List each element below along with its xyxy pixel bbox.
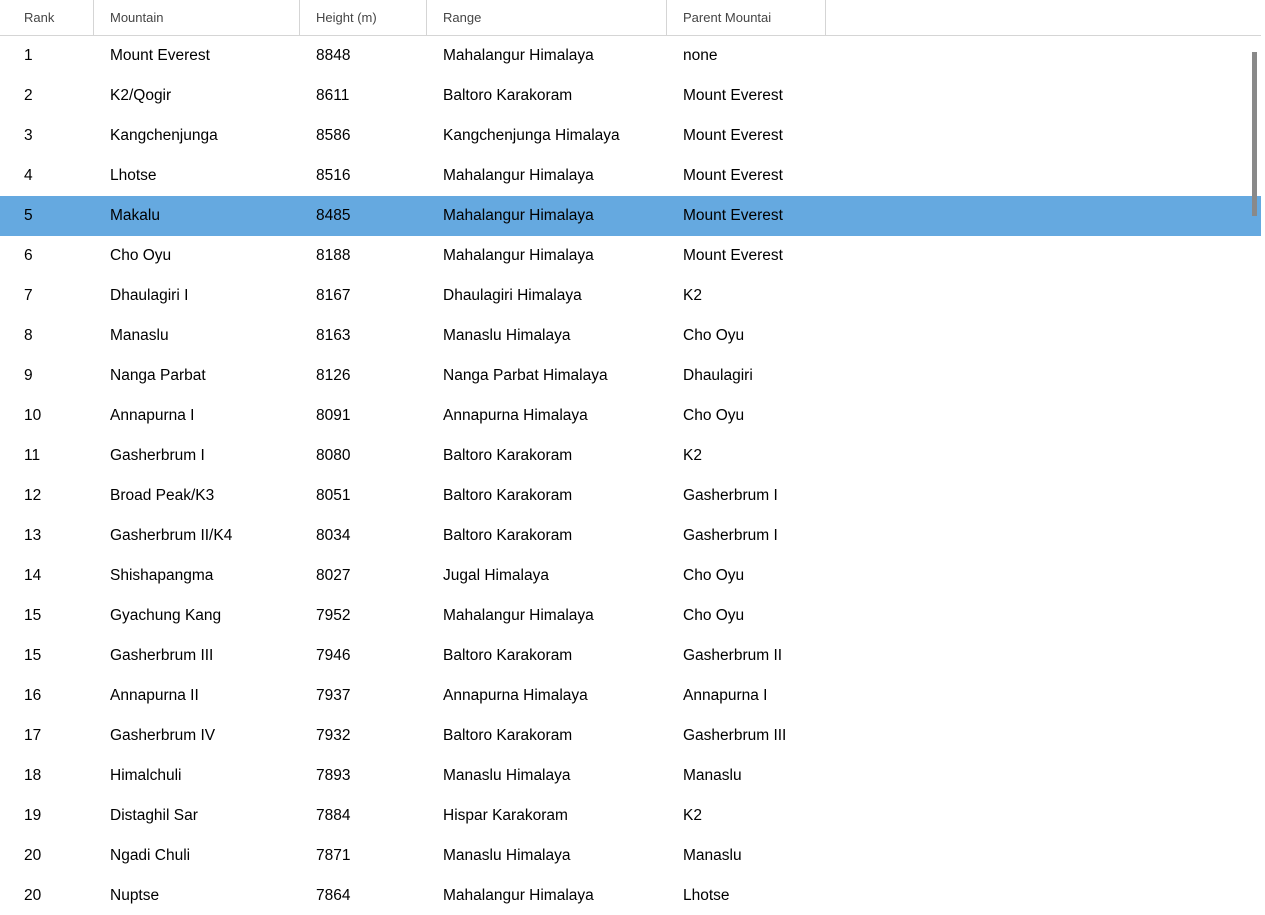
cell-filler xyxy=(826,556,1261,596)
cell-height: 8167 xyxy=(316,287,351,304)
cell-parent: Mount Everest xyxy=(683,167,783,184)
cell-mountain: Annapurna I xyxy=(110,407,195,424)
table-row[interactable] xyxy=(0,716,1261,756)
cell-filler xyxy=(826,476,1261,516)
cell-filler xyxy=(826,396,1261,436)
cell-range: Manaslu Himalaya xyxy=(443,327,571,344)
cell-rank: 20 xyxy=(24,847,42,864)
cell-mountain: Manaslu xyxy=(110,327,169,344)
table-row[interactable] xyxy=(0,276,1261,316)
cell-height: 7864 xyxy=(316,887,351,904)
cell-filler xyxy=(826,676,1261,716)
cell-filler xyxy=(826,516,1261,556)
table-row[interactable] xyxy=(0,596,1261,636)
table-row[interactable] xyxy=(0,436,1261,476)
table-row[interactable] xyxy=(0,36,1261,76)
cell-parent: Annapurna I xyxy=(683,687,768,704)
cell-range: Mahalangur Himalaya xyxy=(443,167,594,184)
cell-filler xyxy=(826,76,1261,116)
cell-filler xyxy=(826,196,1261,236)
cell-filler xyxy=(826,116,1261,156)
cell-rank: 4 xyxy=(24,167,33,184)
cell-filler xyxy=(826,236,1261,276)
cell-rank: 10 xyxy=(24,407,42,424)
cell-rank: 8 xyxy=(24,327,33,344)
cell-parent: Mount Everest xyxy=(683,247,783,264)
cell-range: Nanga Parbat Himalaya xyxy=(443,367,608,384)
cell-parent: Mount Everest xyxy=(683,87,783,104)
cell-filler xyxy=(826,636,1261,676)
cell-parent: K2 xyxy=(683,287,702,304)
column-header-mountain[interactable]: Mountain xyxy=(94,0,300,35)
cell-rank: 7 xyxy=(24,287,33,304)
cell-filler xyxy=(826,596,1261,636)
cell-mountain: Shishapangma xyxy=(110,567,214,584)
table-row[interactable] xyxy=(0,356,1261,396)
cell-height: 8163 xyxy=(316,327,351,344)
table-row[interactable] xyxy=(0,636,1261,676)
cell-range: Baltoro Karakoram xyxy=(443,647,573,664)
cell-parent: Mount Everest xyxy=(683,207,783,224)
cell-height: 8126 xyxy=(316,367,351,384)
column-header-height[interactable]: Height (m) xyxy=(300,0,427,35)
cell-range: Manaslu Himalaya xyxy=(443,847,571,864)
cell-height: 8188 xyxy=(316,247,351,264)
cell-filler xyxy=(826,796,1261,836)
cell-rank: 16 xyxy=(24,687,42,704)
column-header-parent[interactable]: Parent Mountai xyxy=(667,0,826,35)
cell-rank: 17 xyxy=(24,727,42,744)
cell-mountain: Gasherbrum II/K4 xyxy=(110,527,233,544)
table-row[interactable] xyxy=(0,76,1261,116)
cell-rank: 11 xyxy=(24,447,41,464)
cell-range: Annapurna Himalaya xyxy=(443,407,588,424)
cell-range: Baltoro Karakoram xyxy=(443,727,573,744)
table-row[interactable] xyxy=(0,476,1261,516)
cell-height: 7937 xyxy=(316,687,351,704)
cell-filler xyxy=(826,276,1261,316)
cell-range: Baltoro Karakoram xyxy=(443,447,573,464)
cell-parent: Lhotse xyxy=(683,887,730,904)
cell-range: Jugal Himalaya xyxy=(443,567,549,584)
table-row[interactable] xyxy=(0,236,1261,276)
cell-mountain: Annapurna II xyxy=(110,687,199,704)
cell-parent: Dhaulagiri xyxy=(683,367,753,384)
cell-parent: Gasherbrum III xyxy=(683,727,787,744)
cell-parent: Manaslu xyxy=(683,847,742,864)
cell-rank: 20 xyxy=(24,887,42,904)
column-header-range[interactable]: Range xyxy=(427,0,667,35)
column-header-filler xyxy=(826,0,1261,35)
cell-range: Mahalangur Himalaya xyxy=(443,247,594,264)
cell-parent: Cho Oyu xyxy=(683,407,745,424)
table-row[interactable] xyxy=(0,316,1261,356)
table-row[interactable] xyxy=(0,756,1261,796)
column-header-rank[interactable]: Rank xyxy=(0,0,94,35)
cell-height: 8611 xyxy=(316,87,350,104)
cell-range: Mahalangur Himalaya xyxy=(443,887,594,904)
cell-height: 8080 xyxy=(316,447,351,464)
cell-mountain: Gyachung Kang xyxy=(110,607,222,624)
table-row[interactable] xyxy=(0,876,1261,915)
cell-mountain: Nanga Parbat xyxy=(110,367,206,384)
cell-height: 8586 xyxy=(316,127,351,144)
cell-parent: Cho Oyu xyxy=(683,327,745,344)
cell-parent: Gasherbrum II xyxy=(683,647,783,664)
cell-rank: 5 xyxy=(24,207,33,224)
cell-filler xyxy=(826,316,1261,356)
vertical-scrollbar-thumb[interactable] xyxy=(1252,52,1257,216)
cell-parent: K2 xyxy=(683,447,702,464)
cell-mountain: Distaghil Sar xyxy=(110,807,198,824)
cell-range: Mahalangur Himalaya xyxy=(443,607,594,624)
cell-filler xyxy=(826,876,1261,915)
cell-parent: K2 xyxy=(683,807,702,824)
table-body xyxy=(0,36,1261,915)
cell-rank: 9 xyxy=(24,367,33,384)
cell-filler xyxy=(826,836,1261,876)
cell-filler xyxy=(826,756,1261,796)
cell-mountain: Makalu xyxy=(110,207,160,224)
cell-mountain: Himalchuli xyxy=(110,767,182,784)
cell-rank: 12 xyxy=(24,487,42,504)
cell-filler xyxy=(826,356,1261,396)
cell-parent: none xyxy=(683,47,718,64)
cell-filler xyxy=(826,156,1261,196)
cell-height: 7946 xyxy=(316,647,351,664)
cell-mountain: Gasherbrum III xyxy=(110,647,214,664)
cell-rank: 3 xyxy=(24,127,33,144)
table-row[interactable] xyxy=(0,836,1261,876)
cell-mountain: Broad Peak/K3 xyxy=(110,487,215,504)
cell-mountain: Dhaulagiri I xyxy=(110,287,189,304)
table-row[interactable] xyxy=(0,676,1261,716)
cell-range: Kangchenjunga Himalaya xyxy=(443,127,620,144)
cell-mountain: Mount Everest xyxy=(110,47,210,64)
cell-mountain: Nuptse xyxy=(110,887,160,904)
cell-height: 8051 xyxy=(316,487,351,504)
cell-height: 7871 xyxy=(316,847,351,864)
table-row[interactable] xyxy=(0,156,1261,196)
table-row[interactable] xyxy=(0,196,1261,236)
cell-rank: 18 xyxy=(24,767,42,784)
cell-range: Manaslu Himalaya xyxy=(443,767,571,784)
table-row[interactable] xyxy=(0,516,1261,556)
cell-height: 8034 xyxy=(316,527,351,544)
cell-rank: 6 xyxy=(24,247,33,264)
cell-rank: 14 xyxy=(24,567,42,584)
cell-height: 8027 xyxy=(316,567,351,584)
table-row[interactable] xyxy=(0,796,1261,836)
cell-height: 8848 xyxy=(316,47,351,64)
cell-range: Baltoro Karakoram xyxy=(443,487,573,504)
cell-rank: 2 xyxy=(24,87,33,104)
cell-rank: 15 xyxy=(24,647,42,664)
cell-range: Mahalangur Himalaya xyxy=(443,207,594,224)
cell-parent: Gasherbrum I xyxy=(683,527,778,544)
cell-filler xyxy=(826,36,1261,76)
cell-height: 7893 xyxy=(316,767,351,784)
cell-height: 7952 xyxy=(316,607,351,624)
cell-mountain: Ngadi Chuli xyxy=(110,847,191,864)
table-row[interactable] xyxy=(0,396,1261,436)
cell-filler xyxy=(826,716,1261,756)
cell-range: Baltoro Karakoram xyxy=(443,87,573,104)
cell-range: Hispar Karakoram xyxy=(443,807,568,824)
cell-filler xyxy=(826,436,1261,476)
cell-mountain: Gasherbrum IV xyxy=(110,727,216,744)
cell-mountain: Lhotse xyxy=(110,167,157,184)
cell-parent: Cho Oyu xyxy=(683,607,745,624)
cell-height: 7884 xyxy=(316,807,351,824)
table-row[interactable] xyxy=(0,556,1261,596)
table-row[interactable] xyxy=(0,116,1261,156)
cell-rank: 15 xyxy=(24,607,42,624)
cell-mountain: K2/Qogir xyxy=(110,87,172,104)
cell-mountain: Kangchenjunga xyxy=(110,127,218,144)
cell-range: Mahalangur Himalaya xyxy=(443,47,594,64)
cell-range: Baltoro Karakoram xyxy=(443,527,573,544)
cell-height: 8485 xyxy=(316,207,351,224)
cell-range: Dhaulagiri Himalaya xyxy=(443,287,582,304)
cell-parent: Mount Everest xyxy=(683,127,783,144)
cell-height: 8516 xyxy=(316,167,351,184)
cell-mountain: Gasherbrum I xyxy=(110,447,205,464)
cell-rank: 13 xyxy=(24,527,42,544)
cell-parent: Cho Oyu xyxy=(683,567,745,584)
cell-rank: 1 xyxy=(24,47,33,64)
cell-mountain: Cho Oyu xyxy=(110,247,172,264)
cell-range: Annapurna Himalaya xyxy=(443,687,588,704)
cell-parent: Manaslu xyxy=(683,767,742,784)
cell-height: 8091 xyxy=(316,407,351,424)
cell-parent: Gasherbrum I xyxy=(683,487,778,504)
cell-height: 7932 xyxy=(316,727,351,744)
table-header xyxy=(0,0,1261,36)
cell-rank: 19 xyxy=(24,807,42,824)
